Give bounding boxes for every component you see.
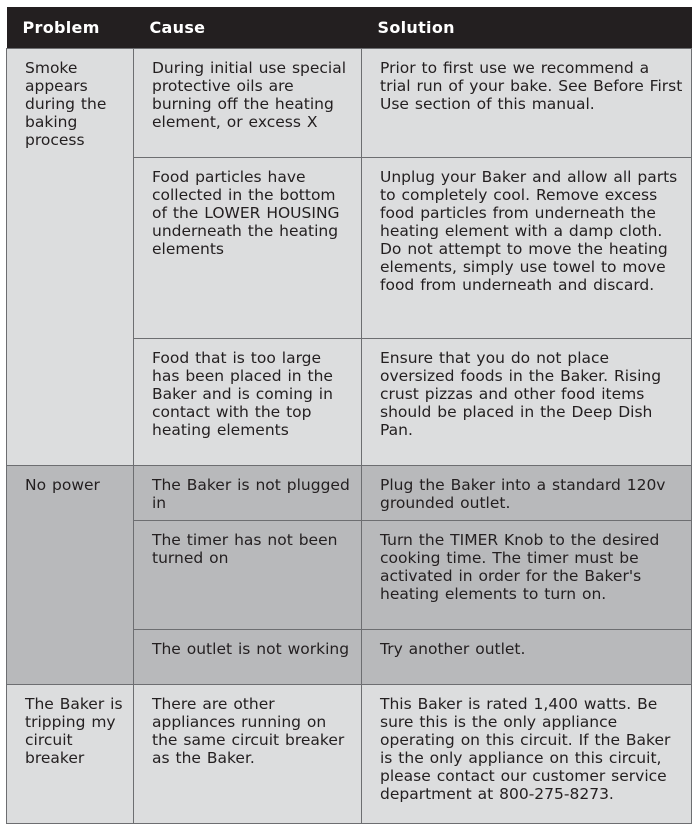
solution-cell: This Baker is rated 1,400 watts. Be sure this is the only appliance operating on this circuit. If the Baker is the only appliance on this circuit, please contact our customer service department at 800-275-8273. bbox=[362, 685, 692, 824]
cause-cell: Food particles have collected in the bottom of the LOWER HOUSING underneath the heating elements bbox=[134, 158, 362, 339]
cause-cell: The Baker is not plugged in bbox=[134, 466, 362, 521]
header-problem: Problem bbox=[7, 7, 134, 49]
table-row bbox=[7, 685, 692, 824]
cause-cell: Food that is too large has been placed in the Baker and is coming in contact with the top heating elements bbox=[134, 339, 362, 466]
cause-cell: During initial use special protective oils are burning off the heating element, or excess X bbox=[134, 49, 362, 158]
troubleshooting-table-wrapper bbox=[6, 7, 691, 824]
solution-cell: Turn the TIMER Knob to the desired cooking time. The timer must be activated in order for the Baker's heating elements to turn on. bbox=[362, 521, 692, 630]
header-solution: Solution bbox=[362, 7, 692, 49]
problem-cell: No power bbox=[7, 466, 134, 685]
table-row bbox=[7, 49, 692, 158]
solution-cell: Try another outlet. bbox=[362, 630, 692, 685]
solution-cell: Prior to first use we recommend a trial run of your bake. See Before First Use section of this manual. bbox=[362, 49, 692, 158]
solution-cell: Plug the Baker into a standard 120v grounded outlet. bbox=[362, 466, 692, 521]
cause-cell: There are other appliances running on the same circuit breaker as the Baker. bbox=[134, 685, 362, 824]
solution-cell: Ensure that you do not place oversized foods in the Baker. Rising crust pizzas and other food items should be placed in the Deep Dish Pan. bbox=[362, 339, 692, 466]
table-row bbox=[7, 466, 692, 521]
header-row bbox=[7, 7, 692, 49]
troubleshooting-table bbox=[6, 7, 692, 824]
solution-cell: Unplug your Baker and allow all parts to completely cool. Remove excess food particles from underneath the heating element with a damp cloth. Do not attempt to move the heating elements, simply use towel to move food from underneath and discard. bbox=[362, 158, 692, 339]
problem-cell: Smoke appears during the baking process bbox=[7, 49, 134, 466]
cause-cell: The timer has not been turned on bbox=[134, 521, 362, 630]
cause-cell: The outlet is not working bbox=[134, 630, 362, 685]
header-cause: Cause bbox=[134, 7, 362, 49]
problem-cell: The Baker is tripping my circuit breaker bbox=[7, 685, 134, 824]
